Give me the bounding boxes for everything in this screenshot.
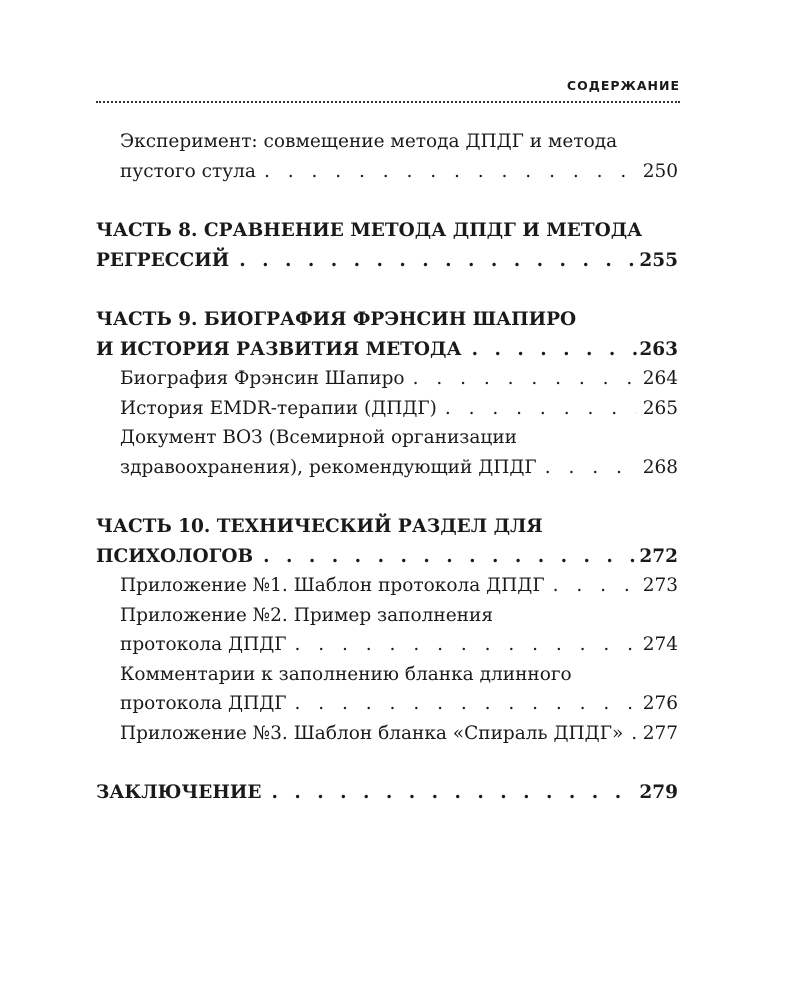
toc-entry-last-line: [120, 394, 678, 424]
toc-entry-text: И ИСТОРИЯ РАЗВИТИЯ МЕТОДА: [96, 338, 462, 360]
toc-entry-appendix-3[interactable]: [96, 719, 678, 749]
running-head: СОДЕРЖАНИЕ: [566, 78, 680, 93]
toc-entry-line: ЧАСТЬ 8. СРАВНЕНИЕ МЕТОДА ДПДГ И МЕТОДА: [96, 220, 643, 241]
spacer: [96, 275, 678, 305]
spacer: [96, 482, 678, 512]
toc-entry-text: ПСИХОЛОГОВ: [96, 545, 254, 567]
toc-entry-text: протокола ДПДГ: [120, 693, 287, 714]
page-number: 265: [642, 397, 678, 419]
toc-entry-biography[interactable]: [96, 364, 678, 394]
toc-entry-empty-chair-experiment[interactable]: [96, 127, 678, 186]
toc-conclusion[interactable]: [96, 778, 678, 808]
dot-leader: [271, 778, 637, 808]
toc-entry-last-line: [120, 453, 678, 483]
spacer: [96, 186, 678, 216]
dot-leader: [295, 689, 637, 719]
toc-entry-line: Документ ВОЗ (Всемирной организации: [120, 427, 517, 448]
toc-entry-last-line: [96, 335, 678, 365]
page-number: 276: [642, 693, 678, 714]
toc-entry-last-line: [96, 778, 678, 808]
toc-entry-text: Приложение №3. Шаблон бланка «Спираль ДПДГ»: [120, 722, 624, 744]
page-number: 273: [642, 575, 678, 596]
toc-entry-text: пустого стула: [120, 160, 256, 182]
table-of-contents: [96, 127, 678, 808]
dot-leader: [472, 335, 638, 365]
toc-part-9[interactable]: [96, 305, 678, 364]
page-number: 263: [639, 338, 678, 360]
toc-entry-appendix-1[interactable]: [96, 571, 678, 601]
dot-leader: [264, 157, 637, 187]
page-number: 268: [642, 456, 678, 478]
dot-leader: [263, 542, 637, 572]
toc-entry-text: здравоохранения), рекомендующий ДПДГ: [120, 456, 537, 478]
page-number: 250: [642, 160, 678, 182]
toc-entry-line: Комментарии к заполнению бланка длинного: [120, 663, 572, 685]
toc-entry-last-line: [120, 157, 678, 187]
toc-entry-last-line: [120, 689, 678, 719]
toc-entry-who-document[interactable]: [96, 423, 678, 482]
toc-entry-line: Эксперимент: совмещение метода ДПДГ и метода: [120, 131, 618, 152]
toc-entry-appendix-2[interactable]: [96, 601, 678, 660]
toc-entry-text: протокола ДПДГ: [120, 634, 287, 655]
toc-entry-emdr-history[interactable]: [96, 394, 678, 424]
toc-part-8[interactable]: [96, 216, 678, 275]
toc-entry-line: ЧАСТЬ 10. ТЕХНИЧЕСКИЙ РАЗДЕЛ ДЛЯ: [96, 516, 543, 537]
toc-entry-last-line: [120, 364, 678, 394]
dot-leader: [631, 719, 636, 749]
toc-entry-line: ЧАСТЬ 9. БИОГРАФИЯ ФРЭНСИН ШАПИРО: [96, 309, 577, 330]
toc-entry-last-line: [120, 571, 678, 601]
toc-part-10[interactable]: [96, 512, 678, 571]
dot-leader: [413, 364, 637, 394]
page-number: 272: [639, 545, 678, 567]
dot-leader: [445, 394, 637, 424]
page-number: 274: [642, 634, 678, 655]
toc-entry-text: История EMDR-терапии (ДПДГ): [120, 397, 437, 419]
page-number: 277: [642, 722, 678, 744]
toc-entry-text: ЗАКЛЮЧЕНИЕ: [96, 782, 262, 803]
dot-leader: [553, 571, 637, 601]
toc-entry-line: Приложение №2. Пример заполнения: [120, 604, 494, 626]
toc-entry-text: Приложение №1. Шаблон протокола ДПДГ: [120, 575, 545, 596]
toc-entry-last-line: [120, 630, 678, 660]
page-number: 264: [642, 368, 678, 389]
dot-leader: [295, 630, 637, 660]
dot-leader: [239, 246, 637, 276]
toc-entry-text: Биография Фрэнсин Шапиро: [120, 368, 405, 389]
dot-leader: [545, 453, 637, 483]
toc-entry-last-line: [96, 542, 678, 572]
page-number: 279: [639, 782, 678, 803]
toc-entry-last-line: [96, 246, 678, 276]
dotted-rule: [96, 101, 680, 103]
toc-entry-text: РЕГРЕССИЙ: [96, 249, 230, 271]
toc-entry-last-line: [120, 719, 678, 749]
toc-entry-long-protocol-comments[interactable]: [96, 660, 678, 719]
spacer: [96, 748, 678, 778]
page-number: 255: [639, 249, 678, 271]
